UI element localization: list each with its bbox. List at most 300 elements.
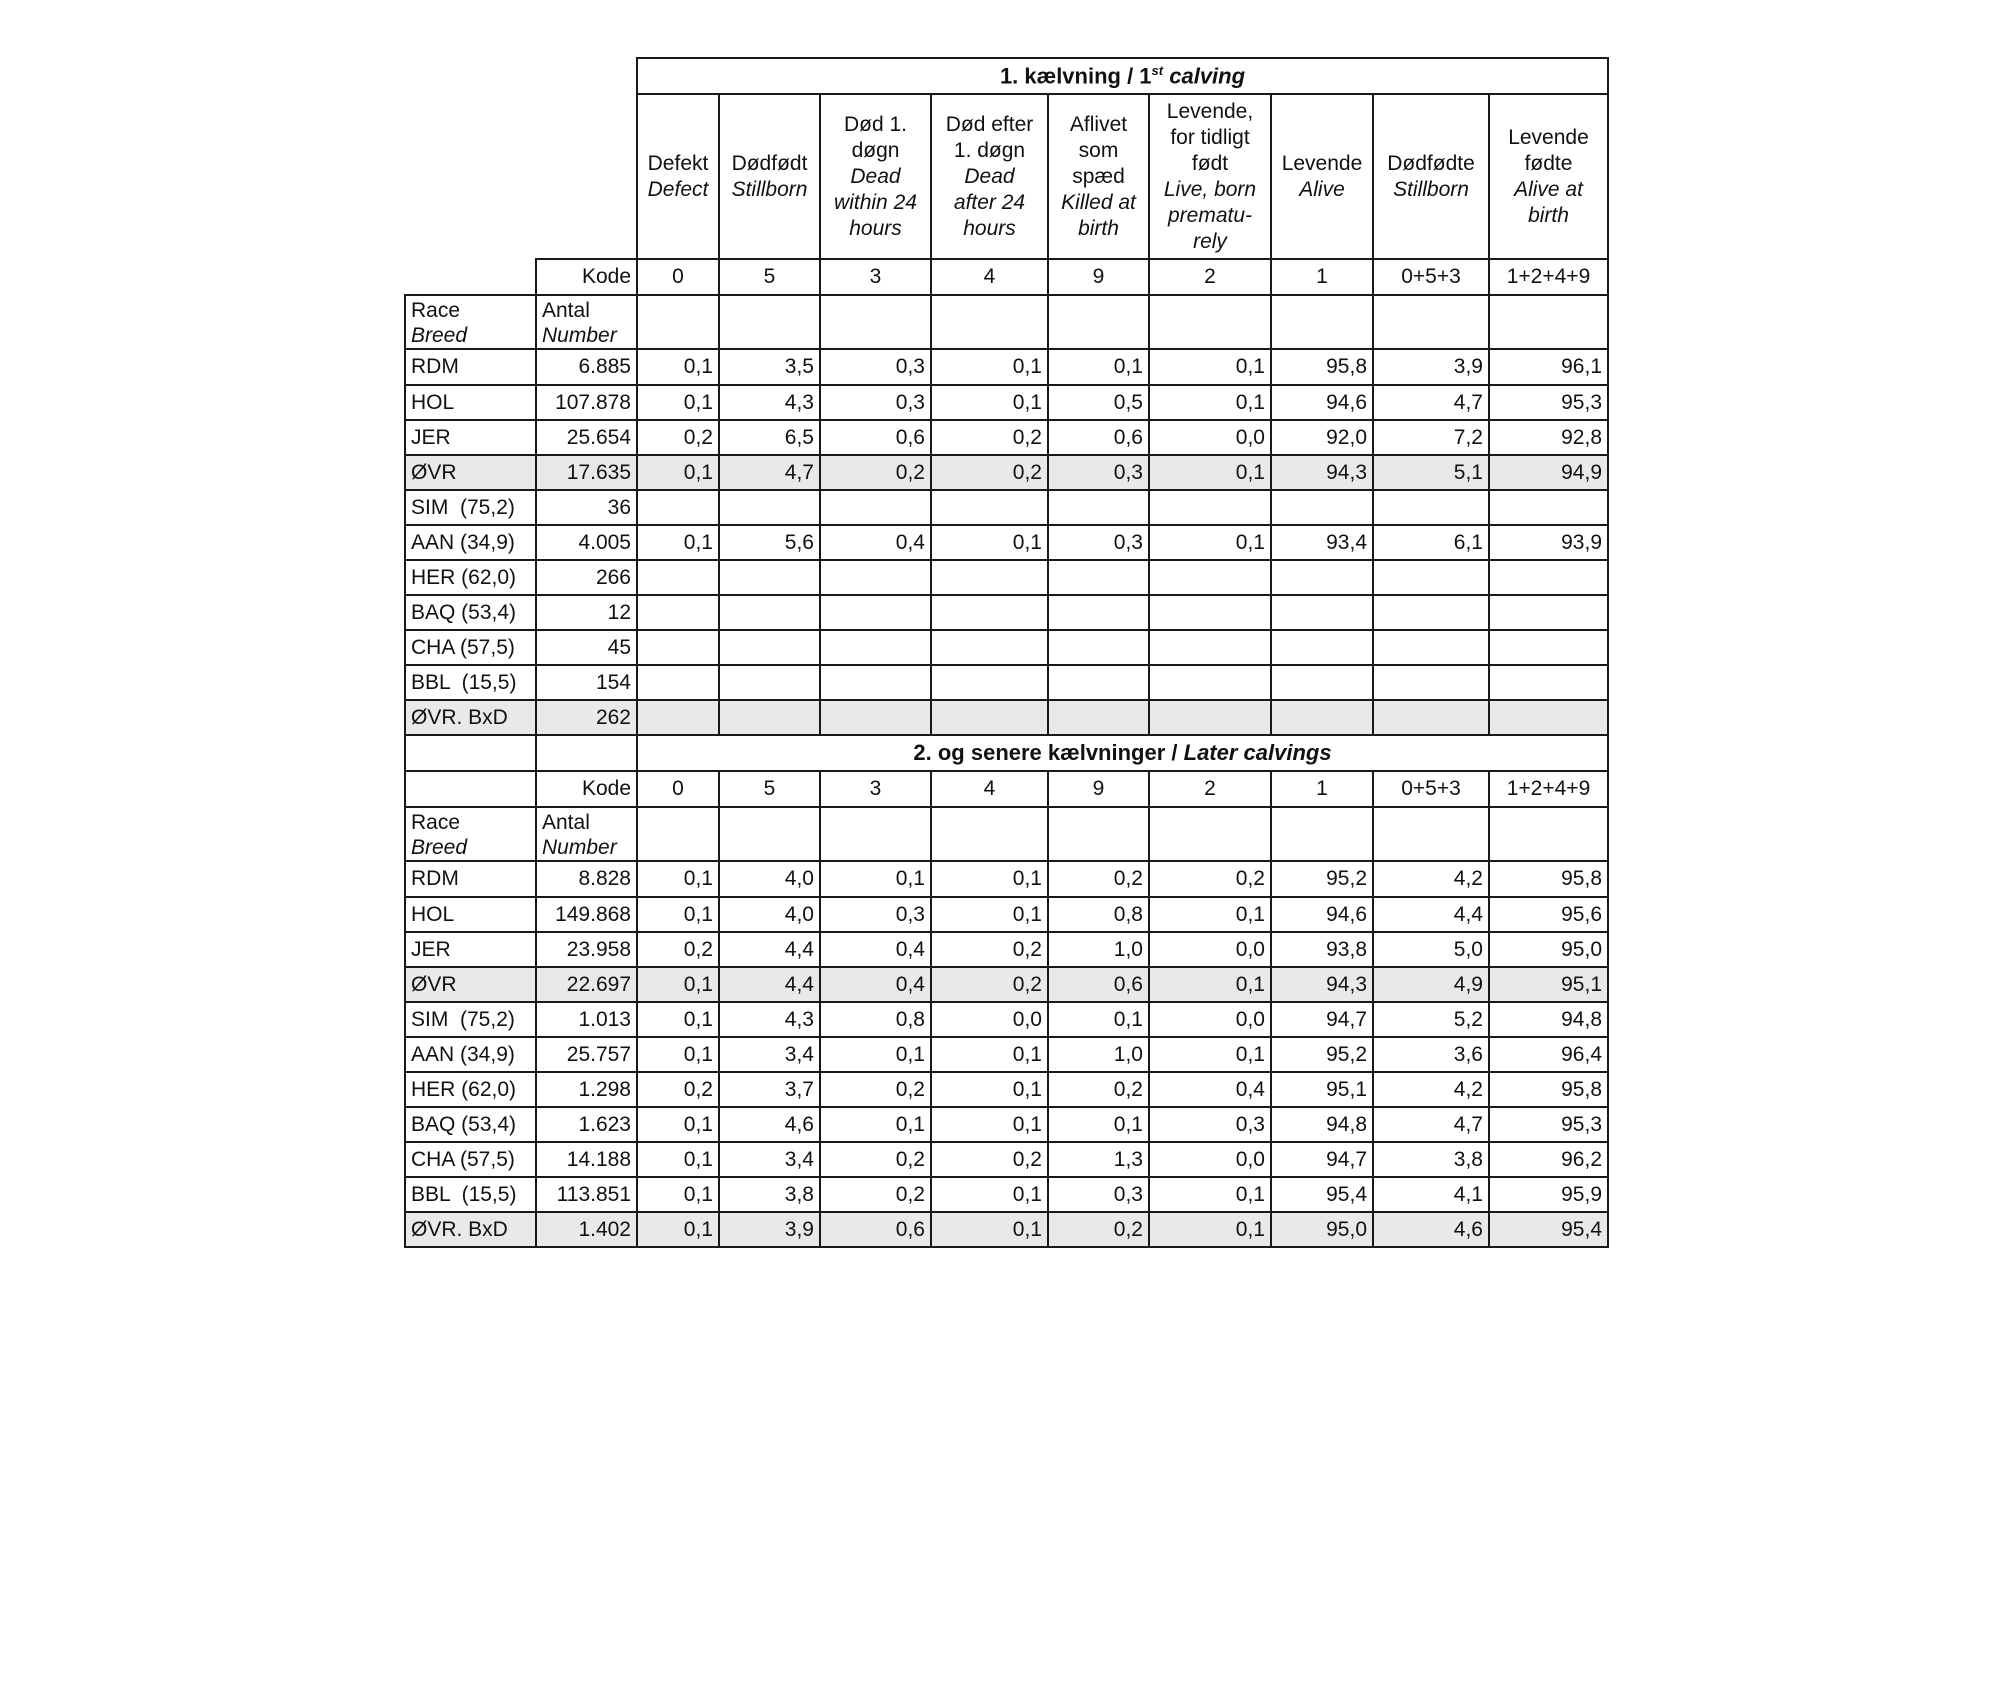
- breed-cell: BBL (15,5): [405, 665, 536, 700]
- value-cell: [1149, 595, 1271, 630]
- value-cell: 0,2: [637, 1072, 719, 1107]
- code-cell: 2: [1149, 259, 1271, 295]
- value-cell: 1,0: [1048, 932, 1149, 967]
- value-cell: 0,1: [1149, 897, 1271, 932]
- value-cell: 3,8: [1373, 1142, 1489, 1177]
- value-cell: 4,2: [1373, 1072, 1489, 1107]
- value-cell: [931, 490, 1048, 525]
- number-cell: 113.851: [536, 1177, 637, 1212]
- table-row-aan-34-9: [405, 1037, 1608, 1072]
- table-row-sim-75-2: [405, 1002, 1608, 1037]
- breed-cell: RDM: [405, 349, 536, 385]
- value-cell: 0,1: [931, 385, 1048, 420]
- code-cell: 3: [820, 259, 931, 295]
- table-row-øvr-bxd: [405, 1212, 1608, 1247]
- value-cell: 4,1: [1373, 1177, 1489, 1212]
- value-cell: 0,1: [931, 525, 1048, 560]
- value-cell: 3,9: [719, 1212, 820, 1247]
- value-cell: [719, 630, 820, 665]
- value-cell: [931, 630, 1048, 665]
- value-cell: 0,3: [820, 349, 931, 385]
- value-cell: [931, 700, 1048, 735]
- code-cell: 3: [820, 771, 931, 807]
- value-cell: 0,1: [931, 1177, 1048, 1212]
- value-cell: 94,7: [1271, 1142, 1373, 1177]
- value-cell: 0,1: [637, 1037, 719, 1072]
- breed-cell: SIM (75,2): [405, 1002, 536, 1037]
- breed-cell: ØVR: [405, 967, 536, 1002]
- value-cell: 0,1: [637, 1002, 719, 1037]
- value-cell: 0,6: [820, 1212, 931, 1247]
- value-cell: 0,2: [820, 1142, 931, 1177]
- value-cell: [820, 665, 931, 700]
- value-cell: 95,6: [1489, 897, 1608, 932]
- value-cell: 0,1: [1149, 385, 1271, 420]
- breed-label: Race Breed: [405, 807, 536, 861]
- number-cell: 17.635: [536, 455, 637, 490]
- value-cell: 4,3: [719, 1002, 820, 1037]
- number-cell: 36: [536, 490, 637, 525]
- value-cell: [931, 595, 1048, 630]
- table-row-øvr-bxd: [405, 700, 1608, 735]
- value-cell: 5,6: [719, 525, 820, 560]
- value-cell: [637, 665, 719, 700]
- value-cell: 0,1: [637, 1212, 719, 1247]
- breed-cell: BAQ (53,4): [405, 595, 536, 630]
- code-cell: 4: [931, 259, 1048, 295]
- value-cell: 0,2: [1048, 861, 1149, 897]
- breed-cell: ØVR. BxD: [405, 700, 536, 735]
- value-cell: 3,5: [719, 349, 820, 385]
- breed-cell: HOL: [405, 385, 536, 420]
- value-cell: [820, 490, 931, 525]
- value-cell: 3,7: [719, 1072, 820, 1107]
- code-cell: 0+5+3: [1373, 259, 1489, 295]
- value-cell: 0,1: [637, 1177, 719, 1212]
- code-cell: 5: [719, 771, 820, 807]
- value-cell: 0,0: [1149, 420, 1271, 455]
- value-cell: 0,1: [1048, 1107, 1149, 1142]
- table-row-her-62-0: [405, 560, 1608, 595]
- number-cell: 4.005: [536, 525, 637, 560]
- value-cell: 0,4: [820, 932, 931, 967]
- column-header: Aflivet som spæd Killed at birth: [1048, 94, 1149, 259]
- value-cell: 3,4: [719, 1037, 820, 1072]
- value-cell: 0,8: [820, 1002, 931, 1037]
- value-cell: 0,1: [1149, 1037, 1271, 1072]
- section-2-code-row: [405, 771, 1608, 807]
- value-cell: 95,3: [1489, 385, 1608, 420]
- value-cell: 6,1: [1373, 525, 1489, 560]
- value-cell: 95,9: [1489, 1177, 1608, 1212]
- number-cell: 23.958: [536, 932, 637, 967]
- table-row-sim-75-2: [405, 490, 1608, 525]
- value-cell: [719, 665, 820, 700]
- value-cell: [1373, 595, 1489, 630]
- value-cell: [1149, 630, 1271, 665]
- section-1-label-row: [405, 295, 1608, 349]
- value-cell: [719, 595, 820, 630]
- section-2-title: 2. og senere kælvninger / Later calvings: [637, 735, 1608, 771]
- value-cell: 0,2: [820, 1177, 931, 1212]
- value-cell: [1271, 560, 1373, 595]
- value-cell: 0,1: [637, 525, 719, 560]
- value-cell: [1373, 665, 1489, 700]
- value-cell: 0,6: [1048, 967, 1149, 1002]
- value-cell: 7,2: [1373, 420, 1489, 455]
- value-cell: 0,0: [931, 1002, 1048, 1037]
- table-row-bbl-15-5: [405, 665, 1608, 700]
- value-cell: 94,6: [1271, 385, 1373, 420]
- value-cell: 0,8: [1048, 897, 1149, 932]
- number-cell: 14.188: [536, 1142, 637, 1177]
- code-cell: 0+5+3: [1373, 771, 1489, 807]
- value-cell: 0,3: [820, 385, 931, 420]
- breed-cell: BAQ (53,4): [405, 1107, 536, 1142]
- value-cell: [637, 490, 719, 525]
- value-cell: 0,1: [1048, 1002, 1149, 1037]
- table-row-rdm: [405, 349, 1608, 385]
- value-cell: 5,2: [1373, 1002, 1489, 1037]
- value-cell: [1149, 490, 1271, 525]
- table-row-øvr: [405, 967, 1608, 1002]
- breed-cell: RDM: [405, 861, 536, 897]
- number-label: Antal Number: [536, 295, 637, 349]
- table-row-baq-53-4: [405, 595, 1608, 630]
- value-cell: 0,2: [1048, 1072, 1149, 1107]
- code-cell: 1+2+4+9: [1489, 771, 1608, 807]
- value-cell: 0,1: [637, 385, 719, 420]
- value-cell: 0,3: [1149, 1107, 1271, 1142]
- value-cell: [1489, 595, 1608, 630]
- value-cell: 0,1: [931, 1072, 1048, 1107]
- breed-cell: JER: [405, 932, 536, 967]
- value-cell: 4,7: [1373, 1107, 1489, 1142]
- value-cell: 95,8: [1489, 1072, 1608, 1107]
- value-cell: 0,4: [820, 525, 931, 560]
- number-cell: 12: [536, 595, 637, 630]
- value-cell: 95,1: [1271, 1072, 1373, 1107]
- breed-cell: JER: [405, 420, 536, 455]
- value-cell: 0,0: [1149, 1002, 1271, 1037]
- value-cell: 0,3: [820, 897, 931, 932]
- value-cell: [1048, 490, 1149, 525]
- value-cell: 0,3: [1048, 1177, 1149, 1212]
- table-row-cha-57-5: [405, 630, 1608, 665]
- value-cell: 95,4: [1489, 1212, 1608, 1247]
- breed-cell: ØVR. BxD: [405, 1212, 536, 1247]
- value-cell: 4,6: [719, 1107, 820, 1142]
- value-cell: 0,1: [637, 1107, 719, 1142]
- value-cell: [1373, 700, 1489, 735]
- value-cell: 95,1: [1489, 967, 1608, 1002]
- value-cell: [1149, 700, 1271, 735]
- number-cell: 22.697: [536, 967, 637, 1002]
- value-cell: 0,1: [1149, 1177, 1271, 1212]
- value-cell: [637, 700, 719, 735]
- kode-label: Kode: [536, 771, 637, 807]
- value-cell: 0,1: [1048, 349, 1149, 385]
- value-cell: 92,8: [1489, 420, 1608, 455]
- value-cell: 95,0: [1271, 1212, 1373, 1247]
- number-cell: 1.402: [536, 1212, 637, 1247]
- value-cell: 4,7: [1373, 385, 1489, 420]
- code-cell: 2: [1149, 771, 1271, 807]
- value-cell: 1,0: [1048, 1037, 1149, 1072]
- value-cell: 0,1: [1149, 967, 1271, 1002]
- value-cell: 0,1: [1149, 525, 1271, 560]
- value-cell: [1048, 595, 1149, 630]
- value-cell: 0,1: [637, 455, 719, 490]
- value-cell: 0,1: [931, 349, 1048, 385]
- number-cell: 1.623: [536, 1107, 637, 1142]
- breed-cell: ØVR: [405, 455, 536, 490]
- code-cell: 9: [1048, 259, 1149, 295]
- section-2-title-row: [405, 735, 1608, 771]
- number-cell: 25.654: [536, 420, 637, 455]
- value-cell: 93,8: [1271, 932, 1373, 967]
- value-cell: 0,1: [931, 861, 1048, 897]
- value-cell: [820, 560, 931, 595]
- value-cell: 4,4: [719, 967, 820, 1002]
- value-cell: 94,3: [1271, 455, 1373, 490]
- code-cell: 0: [637, 259, 719, 295]
- value-cell: [719, 490, 820, 525]
- number-cell: 262: [536, 700, 637, 735]
- value-cell: [1489, 490, 1608, 525]
- value-cell: 0,2: [931, 932, 1048, 967]
- value-cell: 3,4: [719, 1142, 820, 1177]
- table-row-baq-53-4: [405, 1107, 1608, 1142]
- value-cell: 0,2: [1048, 1212, 1149, 1247]
- number-cell: 149.868: [536, 897, 637, 932]
- value-cell: 0,1: [637, 349, 719, 385]
- table-row-bbl-15-5: [405, 1177, 1608, 1212]
- value-cell: [820, 595, 931, 630]
- table-row-øvr: [405, 455, 1608, 490]
- breed-cell: BBL (15,5): [405, 1177, 536, 1212]
- value-cell: 0,3: [1048, 525, 1149, 560]
- value-cell: 95,2: [1271, 861, 1373, 897]
- value-cell: [1149, 560, 1271, 595]
- value-cell: [1271, 595, 1373, 630]
- value-cell: 3,9: [1373, 349, 1489, 385]
- value-cell: [820, 700, 931, 735]
- code-cell: 0: [637, 771, 719, 807]
- number-cell: 8.828: [536, 861, 637, 897]
- value-cell: 0,1: [1149, 455, 1271, 490]
- value-cell: [1271, 700, 1373, 735]
- number-cell: 45: [536, 630, 637, 665]
- value-cell: [1373, 490, 1489, 525]
- value-cell: 0,0: [1149, 932, 1271, 967]
- value-cell: [1489, 665, 1608, 700]
- number-cell: 1.298: [536, 1072, 637, 1107]
- value-cell: 0,1: [931, 1212, 1048, 1247]
- value-cell: 0,2: [1149, 861, 1271, 897]
- value-cell: 0,1: [637, 897, 719, 932]
- value-cell: 0,1: [637, 861, 719, 897]
- table-row-her-62-0: [405, 1072, 1608, 1107]
- value-cell: 95,2: [1271, 1037, 1373, 1072]
- value-cell: 0,2: [637, 420, 719, 455]
- value-cell: 5,1: [1373, 455, 1489, 490]
- value-cell: [1489, 630, 1608, 665]
- value-cell: [931, 665, 1048, 700]
- value-cell: [1271, 490, 1373, 525]
- value-cell: 0,1: [820, 1037, 931, 1072]
- value-cell: 96,1: [1489, 349, 1608, 385]
- column-header: Levende fødte Alive at birth: [1489, 94, 1608, 259]
- value-cell: 0,3: [1048, 455, 1149, 490]
- value-cell: 0,1: [820, 1107, 931, 1142]
- value-cell: 6,5: [719, 420, 820, 455]
- value-cell: [1373, 560, 1489, 595]
- value-cell: 94,8: [1271, 1107, 1373, 1142]
- number-cell: 1.013: [536, 1002, 637, 1037]
- value-cell: [1048, 630, 1149, 665]
- value-cell: 0,1: [931, 897, 1048, 932]
- value-cell: 0,1: [637, 967, 719, 1002]
- section-1-code-row: [405, 259, 1608, 295]
- value-cell: 4,4: [719, 932, 820, 967]
- value-cell: [637, 560, 719, 595]
- breed-cell: HER (62,0): [405, 560, 536, 595]
- table-row-hol: [405, 897, 1608, 932]
- value-cell: 4,9: [1373, 967, 1489, 1002]
- code-cell: 9: [1048, 771, 1149, 807]
- value-cell: [931, 560, 1048, 595]
- value-cell: 4,6: [1373, 1212, 1489, 1247]
- value-cell: 0,4: [1149, 1072, 1271, 1107]
- value-cell: [1271, 630, 1373, 665]
- table-row-hol: [405, 385, 1608, 420]
- breed-cell: SIM (75,2): [405, 490, 536, 525]
- value-cell: 0,0: [1149, 1142, 1271, 1177]
- value-cell: 93,4: [1271, 525, 1373, 560]
- value-cell: 0,2: [931, 967, 1048, 1002]
- table-row-aan-34-9: [405, 525, 1608, 560]
- value-cell: 94,8: [1489, 1002, 1608, 1037]
- table-row-rdm: [405, 861, 1608, 897]
- value-cell: 95,8: [1271, 349, 1373, 385]
- code-cell: 4: [931, 771, 1048, 807]
- value-cell: 95,0: [1489, 932, 1608, 967]
- section-1-title-row: [405, 58, 1608, 94]
- table-row-jer: [405, 420, 1608, 455]
- value-cell: 4,0: [719, 897, 820, 932]
- value-cell: 0,2: [931, 420, 1048, 455]
- value-cell: 94,7: [1271, 1002, 1373, 1037]
- value-cell: 0,6: [820, 420, 931, 455]
- column-header: Dødfødte Stillborn: [1373, 94, 1489, 259]
- breed-cell: HOL: [405, 897, 536, 932]
- column-header: Defekt Defect: [637, 94, 719, 259]
- code-cell: 1: [1271, 259, 1373, 295]
- value-cell: [1489, 560, 1608, 595]
- value-cell: 0,1: [637, 1142, 719, 1177]
- value-cell: 4,7: [719, 455, 820, 490]
- value-cell: 0,1: [1149, 349, 1271, 385]
- value-cell: 96,4: [1489, 1037, 1608, 1072]
- value-cell: 94,9: [1489, 455, 1608, 490]
- value-cell: 0,4: [820, 967, 931, 1002]
- column-header: Død 1. døgn Dead within 24 hours: [820, 94, 931, 259]
- value-cell: 95,3: [1489, 1107, 1608, 1142]
- breed-cell: AAN (34,9): [405, 1037, 536, 1072]
- value-cell: 3,6: [1373, 1037, 1489, 1072]
- breed-cell: CHA (57,5): [405, 1142, 536, 1177]
- code-cell: 5: [719, 259, 820, 295]
- value-cell: 94,3: [1271, 967, 1373, 1002]
- value-cell: 0,2: [931, 455, 1048, 490]
- breed-label: Race Breed: [405, 295, 536, 349]
- value-cell: 0,2: [637, 932, 719, 967]
- value-cell: [719, 700, 820, 735]
- value-cell: [1373, 630, 1489, 665]
- value-cell: [719, 560, 820, 595]
- value-cell: 3,8: [719, 1177, 820, 1212]
- value-cell: 94,6: [1271, 897, 1373, 932]
- column-header: Død efter 1. døgn Dead after 24 hours: [931, 94, 1048, 259]
- value-cell: [637, 630, 719, 665]
- table-row-jer: [405, 932, 1608, 967]
- value-cell: 92,0: [1271, 420, 1373, 455]
- column-header-row: [405, 94, 1608, 259]
- calving-statistics-table: [404, 57, 1609, 1248]
- number-cell: 266: [536, 560, 637, 595]
- code-cell: 1: [1271, 771, 1373, 807]
- value-cell: [1271, 665, 1373, 700]
- value-cell: [1489, 700, 1608, 735]
- number-cell: 154: [536, 665, 637, 700]
- breed-cell: CHA (57,5): [405, 630, 536, 665]
- value-cell: 4,0: [719, 861, 820, 897]
- value-cell: 4,4: [1373, 897, 1489, 932]
- value-cell: 0,2: [820, 1072, 931, 1107]
- value-cell: [1149, 665, 1271, 700]
- value-cell: 0,1: [931, 1107, 1048, 1142]
- column-header: Dødfødt Stillborn: [719, 94, 820, 259]
- value-cell: 95,4: [1271, 1177, 1373, 1212]
- value-cell: 0,1: [1149, 1212, 1271, 1247]
- value-cell: [1048, 700, 1149, 735]
- breed-cell: HER (62,0): [405, 1072, 536, 1107]
- column-header: Levende Alive: [1271, 94, 1373, 259]
- value-cell: [637, 595, 719, 630]
- section-1-title: 1. kælvning / 1st calving: [637, 58, 1608, 94]
- value-cell: 93,9: [1489, 525, 1608, 560]
- number-cell: 107.878: [536, 385, 637, 420]
- column-header: Levende, for tidligt født Live, born prematu- rely: [1149, 94, 1271, 259]
- value-cell: 0,2: [931, 1142, 1048, 1177]
- number-cell: 6.885: [536, 349, 637, 385]
- code-cell: 1+2+4+9: [1489, 259, 1608, 295]
- value-cell: 4,3: [719, 385, 820, 420]
- value-cell: 0,1: [931, 1037, 1048, 1072]
- value-cell: [1048, 560, 1149, 595]
- value-cell: 4,2: [1373, 861, 1489, 897]
- table-row-cha-57-5: [405, 1142, 1608, 1177]
- value-cell: [820, 630, 931, 665]
- value-cell: 5,0: [1373, 932, 1489, 967]
- value-cell: 1,3: [1048, 1142, 1149, 1177]
- kode-label: Kode: [536, 259, 637, 295]
- value-cell: [1048, 665, 1149, 700]
- breed-cell: AAN (34,9): [405, 525, 536, 560]
- section-2-label-row: [405, 807, 1608, 861]
- value-cell: 0,2: [820, 455, 931, 490]
